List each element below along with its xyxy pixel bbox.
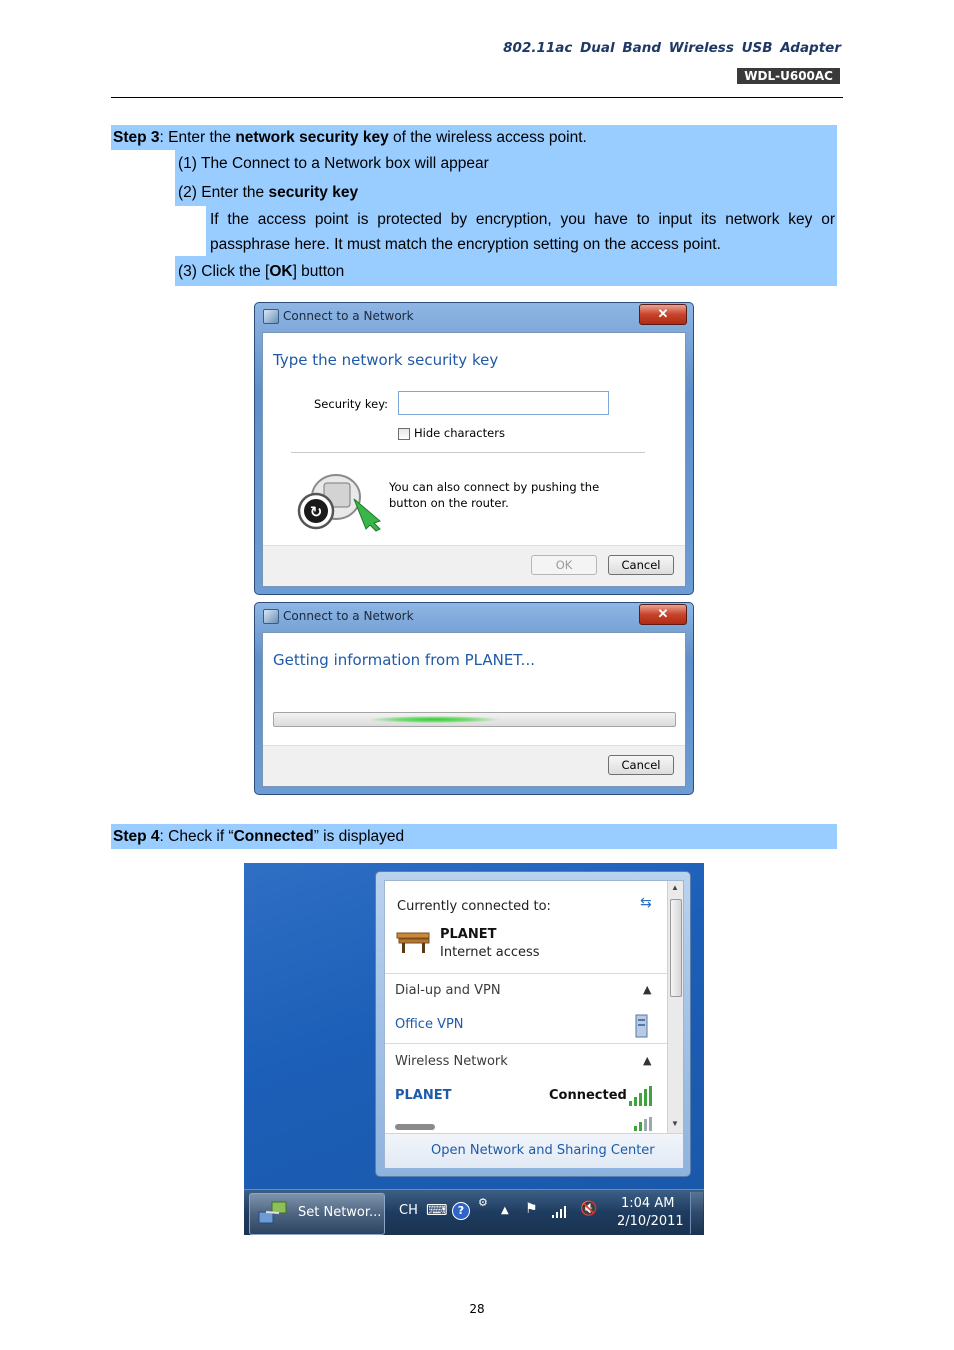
separator <box>385 973 667 974</box>
refresh-icon[interactable]: ⇆ <box>640 895 652 911</box>
network-flyout <box>375 871 691 1177</box>
bold-text: Connected <box>233 828 314 845</box>
connect-dialog-progress <box>254 602 694 795</box>
document-title: 802.11ac Dual Band Wireless USB Adapter <box>503 40 841 56</box>
security-key-label: Security key: <box>314 397 389 411</box>
cancel-button[interactable]: Cancel <box>608 555 674 575</box>
scroll-up-icon[interactable]: ▲ <box>671 883 679 892</box>
scroll-down-icon[interactable]: ▼ <box>671 1119 679 1128</box>
signal-bar <box>634 1097 637 1106</box>
blurred-network-name <box>395 1124 435 1130</box>
separator <box>385 1043 667 1044</box>
signal-bar <box>644 1089 647 1106</box>
security-key-input[interactable] <box>398 391 609 415</box>
signal-bar <box>649 1086 652 1106</box>
dialog-footer <box>263 545 685 586</box>
signal-bar <box>639 1122 642 1131</box>
dialog-heading: Getting information from PLANET... <box>273 651 535 669</box>
bold-text: network security key <box>235 129 389 146</box>
taskbar <box>244 1189 704 1235</box>
language-indicator[interactable]: CH <box>399 1203 418 1218</box>
signal-bar <box>639 1093 642 1106</box>
signal-bar <box>556 1212 558 1218</box>
header-rule <box>111 97 843 98</box>
flyout-footer <box>385 1133 683 1168</box>
close-button[interactable]: ✕ <box>639 304 687 325</box>
wifi-network-name[interactable]: PLANET <box>395 1088 452 1103</box>
vpn-item[interactable]: Office VPN <box>395 1017 464 1032</box>
page-number: 28 <box>469 1302 485 1316</box>
wifi-connected-status: Connected <box>549 1088 627 1103</box>
close-button[interactable]: ✕ <box>639 604 687 625</box>
text: : Enter the <box>159 129 236 146</box>
network-app-icon <box>263 309 279 324</box>
hide-characters-label: Hide characters <box>414 426 505 440</box>
dialog-client <box>262 332 686 587</box>
text: (3) Click the [ <box>178 263 270 280</box>
step3-para-line2: passphrase here. It must match the encryption setting on the access point. <box>210 236 721 253</box>
taskbar-button-label: Set Networ... <box>298 1205 382 1220</box>
dialog-title: Connect to a Network <box>283 309 414 323</box>
cancel-button[interactable]: Cancel <box>608 755 674 775</box>
bold-text: security key <box>268 184 359 201</box>
scrollbar-thumb[interactable] <box>670 899 682 997</box>
dialog-client <box>262 632 686 787</box>
signal-bar <box>564 1206 566 1218</box>
step3-item3 <box>178 262 344 282</box>
signal-bar <box>560 1209 562 1218</box>
signal-bar <box>644 1119 647 1131</box>
dialup-section-header[interactable]: Dial-up and VPN <box>395 983 501 998</box>
text: of the wireless access point. <box>388 129 587 146</box>
network-flyout-screenshot <box>244 863 704 1235</box>
open-network-center-link[interactable]: Open Network and Sharing Center <box>431 1143 655 1158</box>
wps-router-icon <box>296 469 386 533</box>
bench-icon <box>395 927 433 955</box>
progress-bar <box>273 712 676 727</box>
network-setup-icon <box>257 1198 289 1228</box>
collapse-icon[interactable]: ▲ <box>643 983 652 996</box>
scrollbar[interactable] <box>667 881 683 1133</box>
bold-text: OK <box>269 263 293 280</box>
ok-button[interactable]: OK <box>531 555 597 575</box>
progress-glow <box>369 716 499 723</box>
svg-text:↻: ↻ <box>309 503 323 521</box>
connect-dialog-security-key <box>254 302 694 595</box>
options-icon[interactable]: ⚙ <box>478 1196 488 1209</box>
connected-network-status: Internet access <box>440 945 540 960</box>
flyout-panel <box>384 880 684 1168</box>
show-hidden-icons[interactable]: ▲ <box>501 1205 509 1216</box>
step3-item2 <box>178 183 358 203</box>
step3-item1: (1) The Connect to a Network box will appear <box>178 155 489 172</box>
signal-bar <box>629 1101 632 1106</box>
wireless-section-header[interactable]: Wireless Network <box>395 1054 508 1069</box>
step3-line <box>113 128 587 148</box>
dialog-title: Connect to a Network <box>283 609 414 623</box>
signal-bar <box>552 1215 554 1218</box>
clock-time[interactable]: 1:04 AM <box>621 1196 675 1211</box>
help-icon[interactable]: ? <box>452 1202 470 1220</box>
push-text-line1: You can also connect by pushing the <box>389 480 600 494</box>
text: ” is displayed <box>313 828 405 845</box>
collapse-icon[interactable]: ▲ <box>643 1054 652 1067</box>
action-center-icon[interactable]: ⚑ <box>525 1201 538 1217</box>
signal-bar <box>649 1117 652 1131</box>
show-desktop-button[interactable] <box>690 1192 703 1234</box>
hide-characters-checkbox[interactable] <box>398 428 410 440</box>
volume-muted-icon[interactable]: 🔇 <box>580 1201 598 1217</box>
step4-label: Step 4 <box>113 828 160 845</box>
signal-bar <box>634 1126 637 1131</box>
push-text-line2: button on the router. <box>389 496 509 510</box>
step3-label: Step 3 <box>113 129 160 146</box>
divider <box>291 452 645 453</box>
indent-gap <box>175 206 206 256</box>
clock-date[interactable]: 2/10/2011 <box>617 1214 684 1229</box>
text: : Check if “ <box>159 828 234 845</box>
keyboard-icon[interactable]: ⌨ <box>426 1201 448 1219</box>
connected-network-name: PLANET <box>440 927 497 942</box>
vpn-icon <box>633 1013 651 1039</box>
taskbar-button-network[interactable] <box>249 1193 385 1235</box>
step3-para-line1: If the access point is protected by encryption, you have to input its network key or <box>210 211 835 228</box>
network-app-icon <box>263 609 279 624</box>
dialog-footer <box>263 745 685 786</box>
network-tray-icon[interactable] <box>552 1203 570 1219</box>
text: (2) Enter the <box>178 184 269 201</box>
signal-icon <box>629 1117 653 1131</box>
step4-line <box>113 827 404 847</box>
text: ] button <box>292 263 345 280</box>
model-badge: WDL-U600AC <box>737 68 840 84</box>
currently-connected-label: Currently connected to: <box>397 899 551 914</box>
signal-icon <box>629 1086 653 1106</box>
dialog-heading: Type the network security key <box>273 351 499 369</box>
